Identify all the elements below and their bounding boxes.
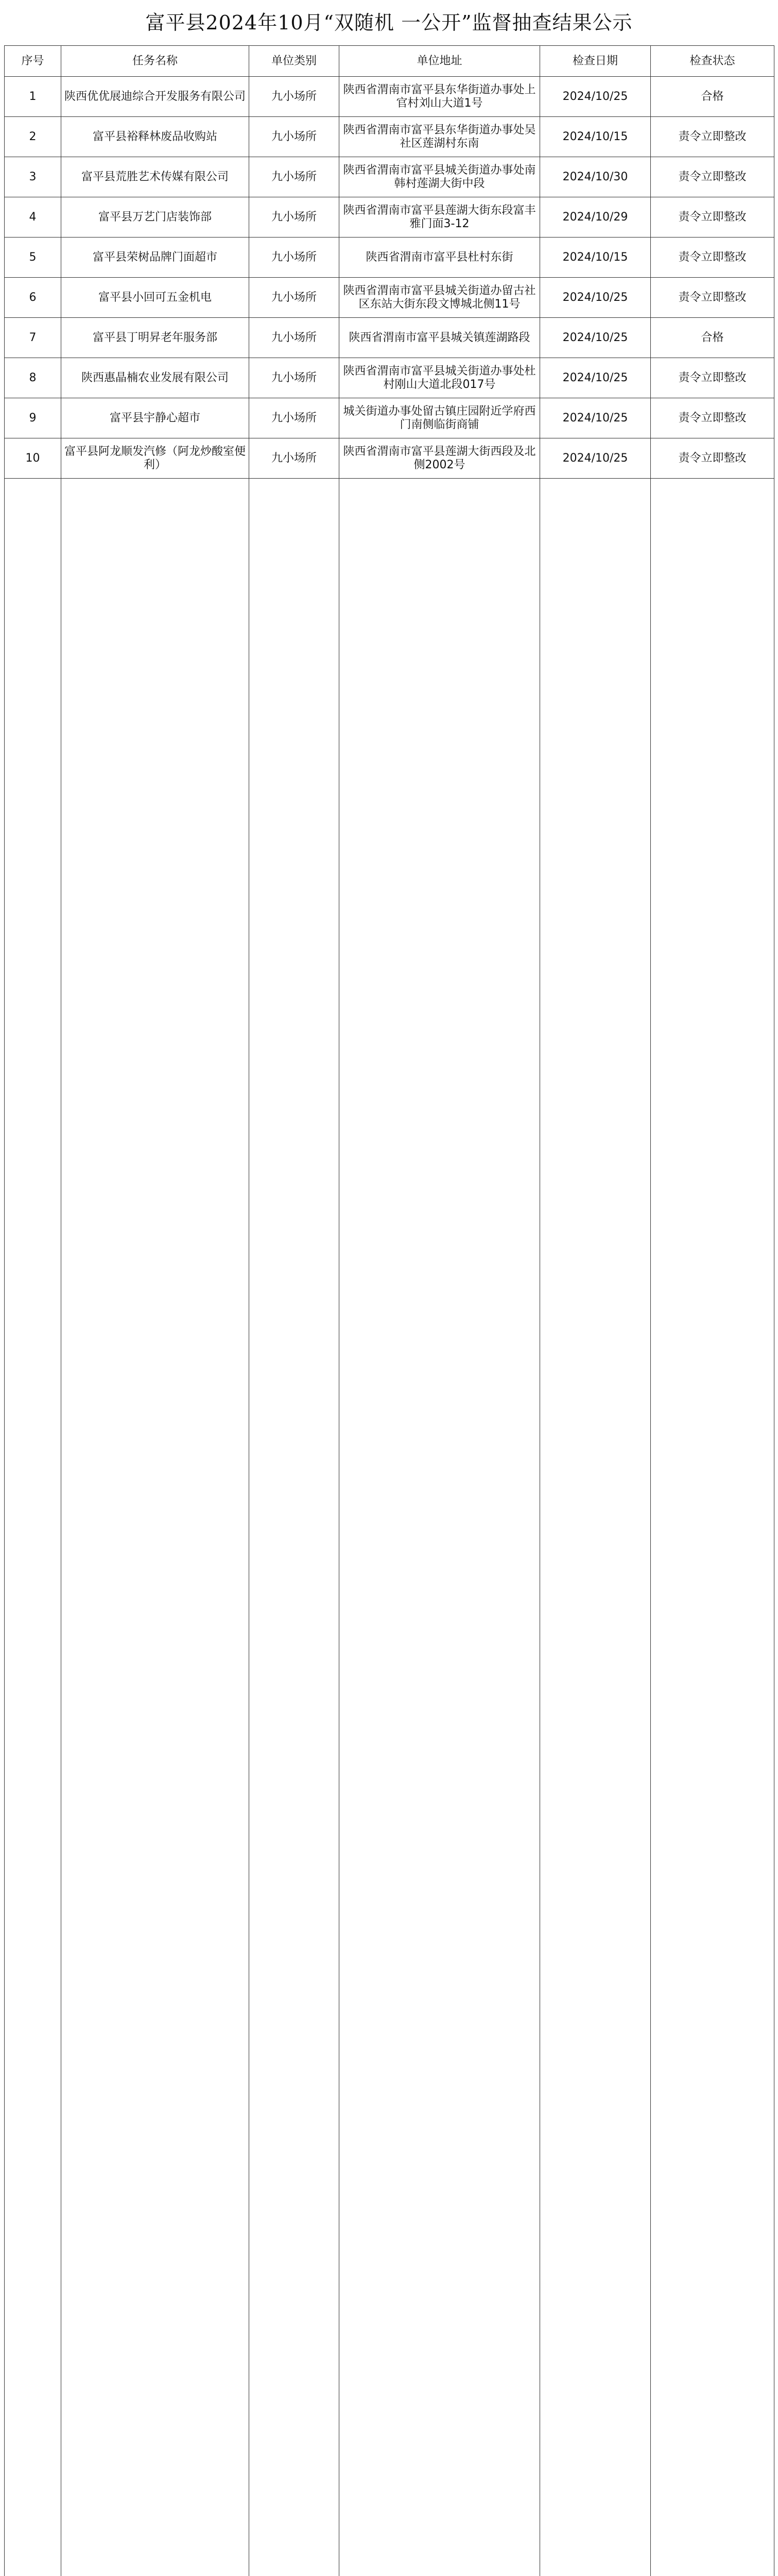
table-row xyxy=(5,398,774,438)
row-unit-type: 九小场所 xyxy=(249,197,339,238)
header-task-name: 任务名称 xyxy=(61,46,249,77)
row-task-name: 陕西惠晶楠农业发展有限公司 xyxy=(61,358,249,398)
header-unit-address: 单位地址 xyxy=(339,46,540,77)
row-task-name: 富平县丁明昇老年服务部 xyxy=(61,318,249,358)
table-continuation-cell xyxy=(651,479,774,2576)
row-index: 8 xyxy=(5,358,61,398)
row-task-name: 富平县裕释林废品收购站 xyxy=(61,117,249,157)
header-check-status: 检查状态 xyxy=(651,46,774,77)
table-row xyxy=(5,358,774,398)
row-unit-address: 陕西省渭南市富平县东华街道办事处上官村刘山大道1号 xyxy=(339,77,540,117)
row-check-date: 2024/10/25 xyxy=(540,358,651,398)
row-check-status: 合格 xyxy=(651,77,774,117)
table-continuation-cell xyxy=(5,479,61,2576)
row-task-name: 富平县荣树品牌门面超市 xyxy=(61,238,249,278)
row-index: 5 xyxy=(5,238,61,278)
row-unit-address: 陕西省渭南市富平县莲湖大街东段富丰雅门面3-12 xyxy=(339,197,540,238)
row-index: 7 xyxy=(5,318,61,358)
row-unit-address: 陕西省渭南市富平县城关街道办事处南韩村莲湖大街中段 xyxy=(339,157,540,197)
row-unit-address: 城关街道办事处留古镇庄园附近学府西门南侧临街商铺 xyxy=(339,398,540,438)
row-unit-type: 九小场所 xyxy=(249,238,339,278)
header-index: 序号 xyxy=(5,46,61,77)
row-unit-type: 九小场所 xyxy=(249,438,339,479)
row-index: 10 xyxy=(5,438,61,479)
row-check-status: 责令立即整改 xyxy=(651,358,774,398)
row-check-date: 2024/10/25 xyxy=(540,438,651,479)
row-check-date: 2024/10/29 xyxy=(540,197,651,238)
header-check-date: 检查日期 xyxy=(540,46,651,77)
table-row xyxy=(5,318,774,358)
row-check-date: 2024/10/15 xyxy=(540,117,651,157)
header-unit-type: 单位类别 xyxy=(249,46,339,77)
row-unit-type: 九小场所 xyxy=(249,117,339,157)
row-check-date: 2024/10/15 xyxy=(540,238,651,278)
row-check-status: 责令立即整改 xyxy=(651,438,774,479)
row-check-date: 2024/10/25 xyxy=(540,278,651,318)
table-continuation-cell xyxy=(249,479,339,2576)
row-index: 1 xyxy=(5,77,61,117)
row-check-status: 责令立即整改 xyxy=(651,157,774,197)
row-check-date: 2024/10/25 xyxy=(540,77,651,117)
row-task-name: 富平县宇静心超市 xyxy=(61,398,249,438)
table-body xyxy=(5,77,774,2576)
table-row xyxy=(5,278,774,318)
row-check-status: 责令立即整改 xyxy=(651,398,774,438)
row-index: 9 xyxy=(5,398,61,438)
table-continuation-cell xyxy=(339,479,540,2576)
page-title: 富平县2024年10月“双随机 一公开”监督抽查结果公示 xyxy=(145,11,633,34)
table-row xyxy=(5,157,774,197)
row-task-name: 富平县万艺门店装饰部 xyxy=(61,197,249,238)
row-unit-type: 九小场所 xyxy=(249,398,339,438)
row-index: 6 xyxy=(5,278,61,318)
row-unit-address: 陕西省渭南市富平县东华街道办事处吴社区莲湖村东南 xyxy=(339,117,540,157)
table-continuation-cell xyxy=(61,479,249,2576)
row-unit-type: 九小场所 xyxy=(249,318,339,358)
row-index: 4 xyxy=(5,197,61,238)
table-row xyxy=(5,117,774,157)
inspection-results-table xyxy=(4,45,774,2576)
table-row xyxy=(5,438,774,479)
row-task-name: 富平县荒胜艺术传媒有限公司 xyxy=(61,157,249,197)
row-check-status: 责令立即整改 xyxy=(651,278,774,318)
row-unit-type: 九小场所 xyxy=(249,358,339,398)
row-unit-address: 陕西省渭南市富平县城关街道办事处杜村刚山大道北段017号 xyxy=(339,358,540,398)
row-check-status: 责令立即整改 xyxy=(651,238,774,278)
row-unit-type: 九小场所 xyxy=(249,77,339,117)
row-unit-type: 九小场所 xyxy=(249,278,339,318)
row-task-name: 富平县阿龙顺发汽修（阿龙炒酸室便利） xyxy=(61,438,249,479)
row-check-date: 2024/10/30 xyxy=(540,157,651,197)
row-index: 2 xyxy=(5,117,61,157)
row-task-name: 陕西优优展迪综合开发服务有限公司 xyxy=(61,77,249,117)
row-unit-address: 陕西省渭南市富平县城关镇莲湖路段 xyxy=(339,318,540,358)
row-check-date: 2024/10/25 xyxy=(540,398,651,438)
row-unit-address: 陕西省渭南市富平县莲湖大街西段及北侧2002号 xyxy=(339,438,540,479)
table-continuation xyxy=(5,479,774,2576)
row-check-date: 2024/10/25 xyxy=(540,318,651,358)
table-row xyxy=(5,77,774,117)
row-task-name: 富平县小回可五金机电 xyxy=(61,278,249,318)
row-unit-address: 陕西省渭南市富平县城关街道办留古社区东站大街东段文博城北侧11号 xyxy=(339,278,540,318)
row-index: 3 xyxy=(5,157,61,197)
row-check-status: 合格 xyxy=(651,318,774,358)
row-check-status: 责令立即整改 xyxy=(651,117,774,157)
row-unit-address: 陕西省渭南市富平县杜村东街 xyxy=(339,238,540,278)
table-row xyxy=(5,238,774,278)
row-unit-type: 九小场所 xyxy=(249,157,339,197)
table-row xyxy=(5,197,774,238)
table-header-row xyxy=(5,46,774,77)
table-continuation-cell xyxy=(540,479,651,2576)
row-check-status: 责令立即整改 xyxy=(651,197,774,238)
